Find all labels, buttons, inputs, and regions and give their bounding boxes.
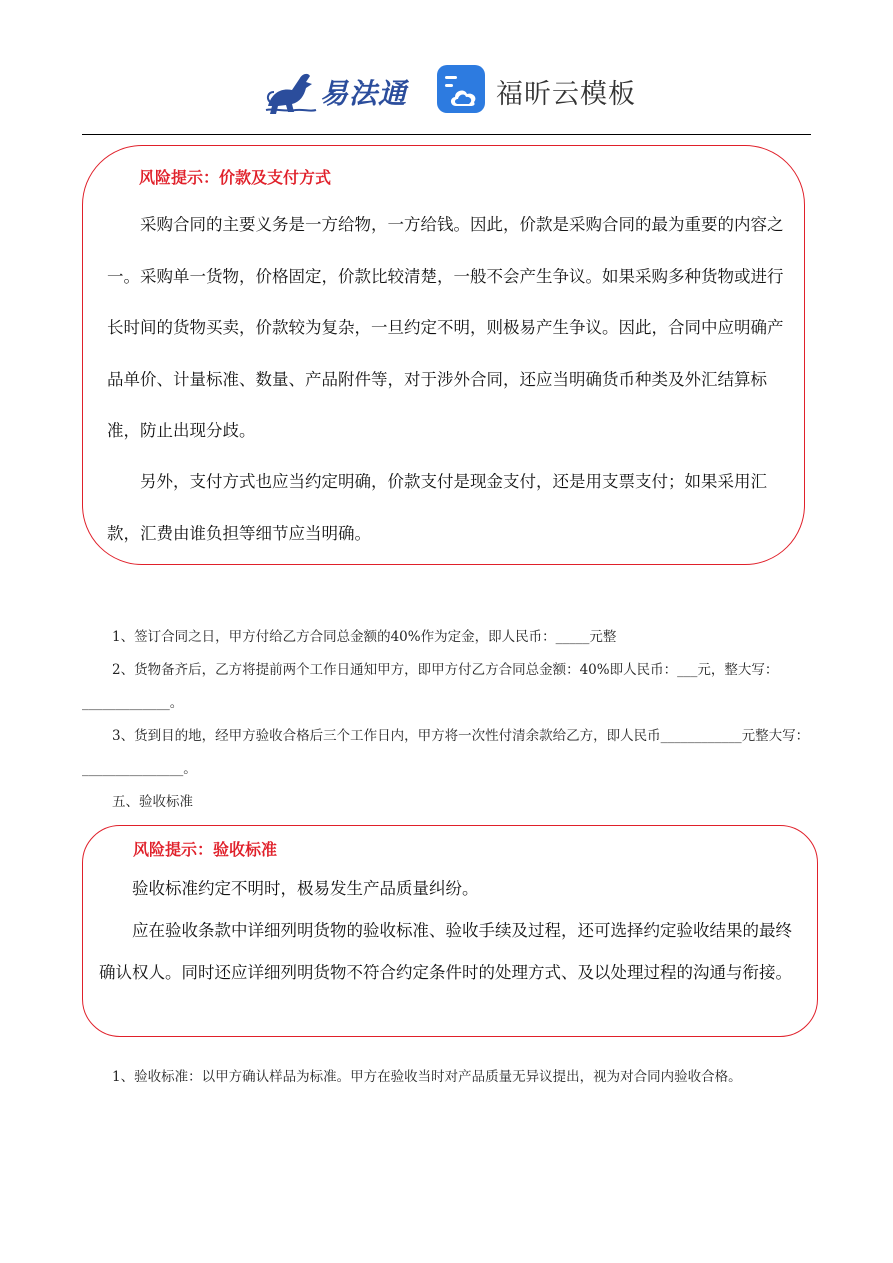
payment-clause-2: 2、货物备齐后，乙方将提前两个工作日通知甲方，即甲方付乙方合同总金额：40%即人民币：___元，整大写：_____________。 <box>82 662 779 711</box>
yifatong-logo-text: 易法通 <box>320 77 408 110</box>
risk-notice-paragraph: 验收标准约定不明时，极易发生产品质量纠纷。 <box>132 879 479 898</box>
risk-notice-paragraph: 采购合同的主要义务是一方给物，一方给钱。因此，价款是采购合同的最为重要的内容之一。采购单一货物，价格固定，价款比较清楚，一般不会产生争议。如果采购多种货物或进行长时间的货物买卖，价款较为复杂，一旦约定不明，则极易产生争议。因此，合同中应明确产品单价、计量标准、数量、产品附件等，对于涉外合同，还应当明确货币种类及外汇结算标准，防止出现分歧。 <box>107 215 784 440</box>
cloud-document-icon <box>436 64 486 114</box>
page-header <box>0 58 893 124</box>
risk-notice-paragraph: 应在验收条款中详细列明货物的验收标准、验收手续及过程，还可选择约定验收结果的最终确认权人。同时还应详细列明货物不符合约定条件时的处理方式、及以处理过程的沟通与衔接。 <box>99 921 792 982</box>
risk-notice-payment <box>82 145 805 565</box>
risk-notice-title: 风险提示：价款及支付方式 <box>139 168 332 187</box>
risk-notice-acceptance <box>82 825 818 1037</box>
header-divider <box>82 134 811 135</box>
payment-clause-1: 1、签订合同之日，甲方付给乙方合同总金额的40%作为定金，即人民币：_____元整 <box>112 629 617 645</box>
acceptance-clause-1: 1、验收标准：以甲方确认样品为标准。甲方在验收当时对产品质量无异议提出，视为对合同内验收合格。 <box>112 1069 742 1085</box>
horse-emblem-icon <box>262 62 318 118</box>
foxit-cloud-template-logo <box>436 64 636 116</box>
payment-clause-3: 3、货到目的地，经甲方验收合格后三个工作日内，甲方将一次性付清余款给乙方，即人民币____________元整大写：_______________。 <box>82 728 810 777</box>
risk-notice-title: 风险提示：验收标准 <box>133 840 278 859</box>
risk-notice-paragraph: 另外，支付方式也应当约定明确，价款支付是现金支付，还是用支票支付；如果采用汇款，汇费由谁负担等细节应当明确。 <box>107 472 767 543</box>
section-heading-acceptance: 五、验收标准 <box>112 794 193 810</box>
yifatong-logo <box>262 62 412 118</box>
foxit-cloud-template-text: 福昕云模板 <box>496 79 636 110</box>
